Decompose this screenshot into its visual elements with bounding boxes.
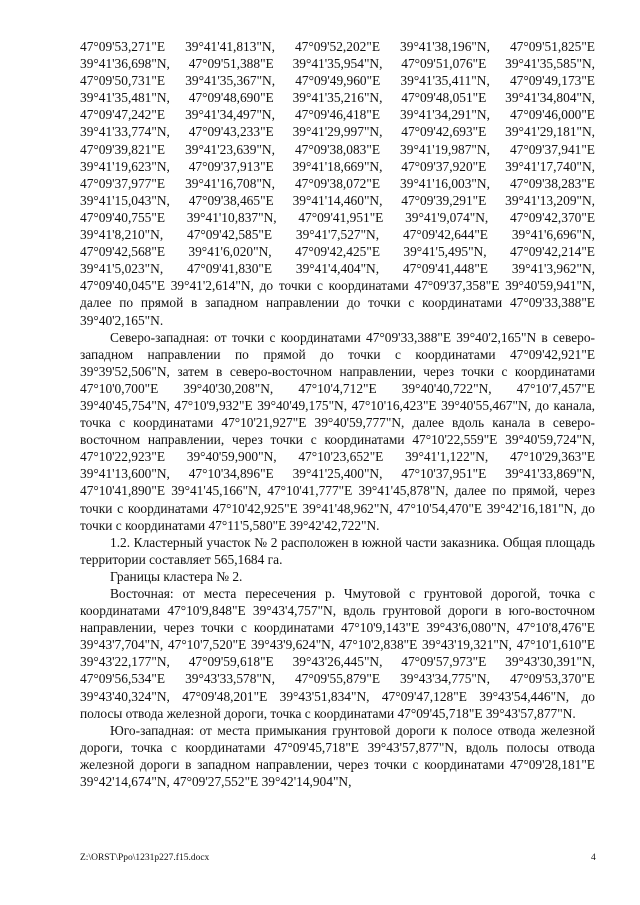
footer-page-number: 4 bbox=[591, 853, 596, 863]
paragraph-southwest-boundary: Юго-западная: от места примыкания грунтовой дороги к полосе отвода железной дороги, точка с координатами 47°09'45,718"E 39°43'57,877"N, вдоль полосы отвода железной дороги в западном направлении, через точки с координатами 47°09'28,181"E 39°42'14,674"N, 47°09'27,552"E 39°42'14,904"N, bbox=[80, 722, 595, 790]
paragraph-coordinates-continued: 47°09'53,271"E 39°41'41,813"N, 47°09'52,202"E 39°41'38,196"N, 47°09'51,825"E 39°41'36,698"N, 47°09'51,388"E 39°41'35,954"N, 47°09'51,076"E 39°41'35,585"N, 47°09'50,731"E 39°41'35,367"N, 47°09'49,960"E 39°41'35,411"N, 47°09'49,173"E 39°41'35,481"N, 47°09'48,690"E 39°41'35,216"N, 47°09'48,051"E 39°41'34,804"N, 47°09'47,242"E 39°41'34,497"N, 47°09'46,418"E 39°41'34,291"N, 47°09'46,000"E 39°41'33,774"N, 47°09'43,233"E 39°41'29,997"N, 47°09'42,693"E 39°41'29,181"N, 47°09'39,821"E 39°41'23,639"N, 47°09'38,083"E 39°41'19,987"N, 47°09'37,941"E 39°41'19,623"N, 47°09'37,913"E 39°41'18,669"N, 47°09'37,920"E 39°41'17,740"N, 47°09'37,977"E 39°41'16,708"N, 47°09'38,072"E 39°41'16,003"N, 47°09'38,283"E 39°41'15,043"N, 47°09'38,465"E 39°41'14,460"N, 47°09'39,291"E 39°41'13,209"N, 47°09'40,755"E 39°41'10,837"N, 47°09'41,951"E 39°41'9,074"N, 47°09'42,370"E 39°41'8,210"N, 47°09'42,585"E 39°41'7,527"N, 47°09'42,644"E 39°41'6,696"N, 47°09'42,568"E 39°41'6,020"N, 47°09'42,425"E 39°41'5,495"N, 47°09'42,214"E 39°41'5,023"N, 47°09'41,830"E 39°41'4,404"N, 47°09'41,448"E 39°41'3,962"N, 47°09'40,045"E 39°41'2,614"N, до точки с координатами 47°09'37,358"E 39°40'59,941"N, далее по прямой в западном направлении до точки с координатами 47°09'33,388"E 39°40'2,165"N. bbox=[80, 39, 595, 328]
paragraph-east-boundary: Восточная: от места пересечения р. Чмутовой с грунтовой дорогой, точка с координатами 47°10'9,848"E 39°43'4,757"N, вдоль грунтовой дороги в юго-восточном направлении, через точки с координатами 47°10'9,143"E 39°43'6,080"N, 47°10'8,476"E 39°43'7,704"N, 47°10'7,520"E 39°43'9,624"N, 47°10'2,838"E 39°43'19,321"N, 47°10'1,610"E 39°43'22,177"N, 47°09'59,618"E 39°43'26,445"N, 47°09'57,973"E 39°43'30,391"N, 47°09'56,534"E 39°43'33,578"N, 47°09'55,879"E 39°43'34,775"N, 47°09'53,370"E 39°43'40,324"N, 47°09'48,201"E 39°43'51,834"N, 47°09'47,128"E 39°43'54,446"N, до полосы отвода железной дороги, точка с координатами 47°09'45,718"E 39°43'57,877"N. bbox=[80, 586, 595, 721]
body-text bbox=[80, 38, 595, 790]
footer-file-path: Z:\ORST\Ppo\1231p227.f15.docx bbox=[80, 853, 210, 863]
paragraph-cluster-2-intro: 1.2. Кластерный участок № 2 расположен в южной части заказника. Общая площадь территории составляет 565,1684 га. bbox=[80, 534, 595, 567]
paragraph-northwest-boundary: Северо-западная: от точки с координатами 47°09'33,388"E 39°40'2,165"N в северо-западном направлении по прямой до точки с координатами 47°09'42,921"E 39°39'52,506"N, затем в северо-восточном направлении, через точки с координатами 47°10'0,700"E 39°40'30,208"N, 47°10'4,712"E 39°40'40,722"N, 47°10'7,457"E 39°40'45,754"N, 47°10'9,932"E 39°40'49,175"N, 47°10'16,423"E 39°40'55,467"N, до канала, точка с координатами 47°10'21,927"E 39°40'59,777"N, далее вдоль канала в северо-восточном направлении, через точки с координатами 47°10'22,559"E 39°40'59,724"N, 47°10'22,923"E 39°40'59,900"N, 47°10'23,652"E 39°41'1,122"N, 47°10'29,363"E 39°41'13,600"N, 47°10'34,896"E 39°41'25,400"N, 47°10'37,951"E 39°41'33,869"N, 47°10'41,890"E 39°41'45,166"N, 47°10'41,777"E 39°41'45,878"N, далее по прямой, через точки с координатами 47°10'42,925"E 39°41'48,962"N, 47°10'54,470"E 39°42'16,181"N, до точки с координатами 47°11'5,580"E 39°42'42,722"N. bbox=[80, 329, 595, 533]
paragraph-cluster-2-heading: Границы кластера № 2. bbox=[110, 568, 243, 584]
